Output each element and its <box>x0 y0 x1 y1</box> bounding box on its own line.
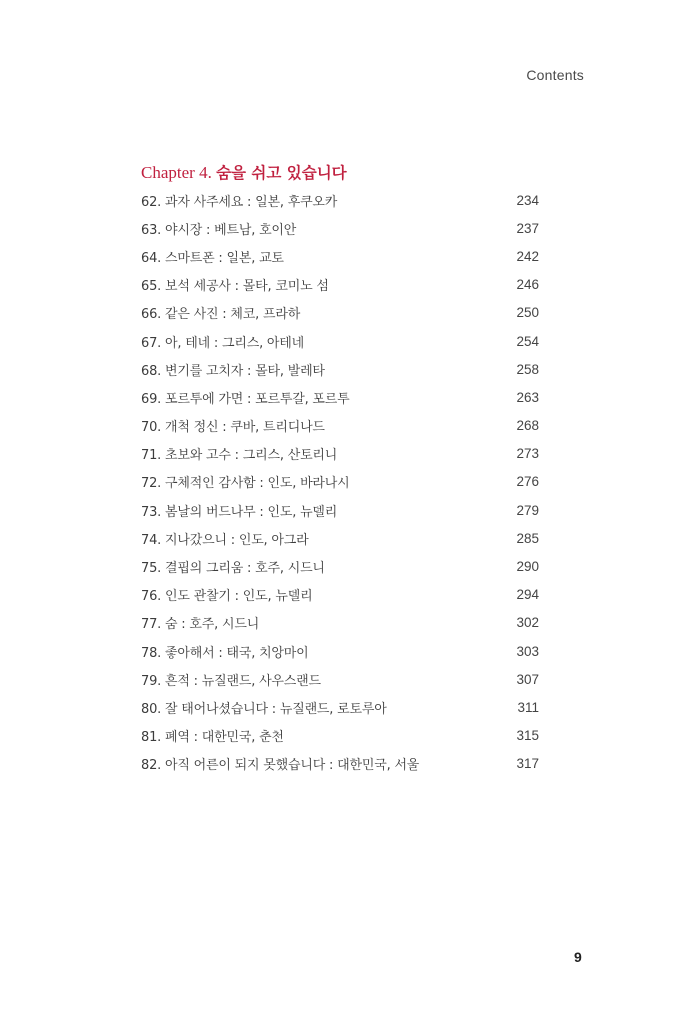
toc-entry-title: 82. 아직 어른이 되지 못했습니다 : 대한민국, 서울 <box>141 758 420 774</box>
toc-entry-page: 250 <box>516 305 539 321</box>
toc-entry[interactable] <box>141 214 539 242</box>
toc-entry-page: 234 <box>516 192 539 208</box>
table-of-contents <box>141 186 539 778</box>
toc-entry[interactable] <box>141 412 539 440</box>
toc-entry-title: 73. 봄날의 버드나무 : 인도, 뉴델리 <box>141 504 338 520</box>
toc-entry-title: 76. 인도 관찰기 : 인도, 뉴델리 <box>141 589 313 605</box>
toc-entry[interactable] <box>141 552 539 580</box>
toc-entry[interactable] <box>141 637 539 665</box>
toc-entry[interactable] <box>141 271 539 299</box>
toc-entry[interactable] <box>141 299 539 327</box>
toc-entry[interactable] <box>141 440 539 468</box>
toc-entry-page: 258 <box>516 361 539 377</box>
toc-entry-title: 72. 구체적인 감사함 : 인도, 바라나시 <box>141 476 350 492</box>
toc-entry-title: 71. 초보와 고수 : 그리스, 산토리니 <box>141 448 338 464</box>
toc-entry-page: 246 <box>516 277 539 293</box>
toc-entry-title: 75. 결핍의 그리움 : 호주, 시드니 <box>141 561 325 577</box>
toc-entry-page: 303 <box>516 643 539 659</box>
toc-entry-title: 65. 보석 세공사 : 몰타, 코미노 섬 <box>141 279 329 295</box>
toc-entry-title: 77. 숨 : 호주, 시드니 <box>141 617 260 633</box>
toc-entry[interactable] <box>141 722 539 750</box>
toc-entry-title: 80. 잘 태어나셨습니다 : 뉴질랜드, 로토루아 <box>141 701 387 717</box>
toc-entry-page: 237 <box>516 220 539 236</box>
toc-entry-title: 66. 같은 사진 : 체코, 프라하 <box>141 307 301 323</box>
toc-entry-page: 294 <box>516 587 539 603</box>
toc-entry[interactable] <box>141 524 539 552</box>
toc-entry-page: 302 <box>516 615 539 631</box>
toc-entry-title: 74. 지나갔으니 : 인도, 아그라 <box>141 532 309 548</box>
chapter-label: Chapter 4. <box>141 163 212 183</box>
toc-entry[interactable] <box>141 242 539 270</box>
toc-entry-title: 79. 흔적 : 뉴질랜드, 사우스랜드 <box>141 673 321 689</box>
toc-entry-title: 69. 포르투에 가면 : 포르투갈, 포르투 <box>141 391 350 407</box>
toc-entry[interactable] <box>141 468 539 496</box>
toc-entry[interactable] <box>141 186 539 214</box>
toc-entry-title: 64. 스마트폰 : 일본, 교토 <box>141 250 284 266</box>
chapter-title <box>141 161 347 183</box>
toc-entry-title: 78. 좋아해서 : 태국, 치앙마이 <box>141 645 309 661</box>
toc-entry-page: 317 <box>516 756 539 772</box>
toc-entry[interactable] <box>141 581 539 609</box>
toc-entry[interactable] <box>141 665 539 693</box>
toc-entry-page: 315 <box>516 728 539 744</box>
toc-entry-page: 254 <box>516 333 539 349</box>
toc-entry[interactable] <box>141 609 539 637</box>
toc-entry[interactable] <box>141 355 539 383</box>
toc-entry-title: 62. 과자 사주세요 : 일본, 후쿠오카 <box>141 194 338 210</box>
toc-entry[interactable] <box>141 327 539 355</box>
running-head: Contents <box>526 67 584 83</box>
toc-entry-title: 67. 아, 테네 : 그리스, 아테네 <box>141 335 305 351</box>
toc-entry-page: 268 <box>516 418 539 434</box>
toc-entry-page: 285 <box>516 530 539 546</box>
toc-entry-page: 311 <box>517 699 539 715</box>
toc-entry-page: 242 <box>516 248 539 264</box>
page-number: 9 <box>574 949 582 965</box>
toc-entry-page: 279 <box>516 502 539 518</box>
toc-entry[interactable] <box>141 750 539 778</box>
toc-entry-page: 276 <box>516 474 539 490</box>
toc-entry-page: 307 <box>516 671 539 687</box>
toc-entry-page: 290 <box>516 559 539 575</box>
toc-entry[interactable] <box>141 496 539 524</box>
toc-entry[interactable] <box>141 693 539 721</box>
toc-entry-title: 81. 폐역 : 대한민국, 춘천 <box>141 730 284 746</box>
toc-entry-page: 263 <box>516 389 539 405</box>
toc-entry-title: 70. 개척 정신 : 쿠바, 트리디나드 <box>141 420 325 436</box>
toc-entry-title: 63. 야시장 : 베트남, 호이안 <box>141 222 297 238</box>
toc-entry[interactable] <box>141 383 539 411</box>
toc-entry-title: 68. 변기를 고치자 : 몰타, 발레타 <box>141 363 325 379</box>
chapter-name: 숨을 쉬고 있습니다 <box>216 164 347 183</box>
toc-entry-page: 273 <box>516 446 539 462</box>
